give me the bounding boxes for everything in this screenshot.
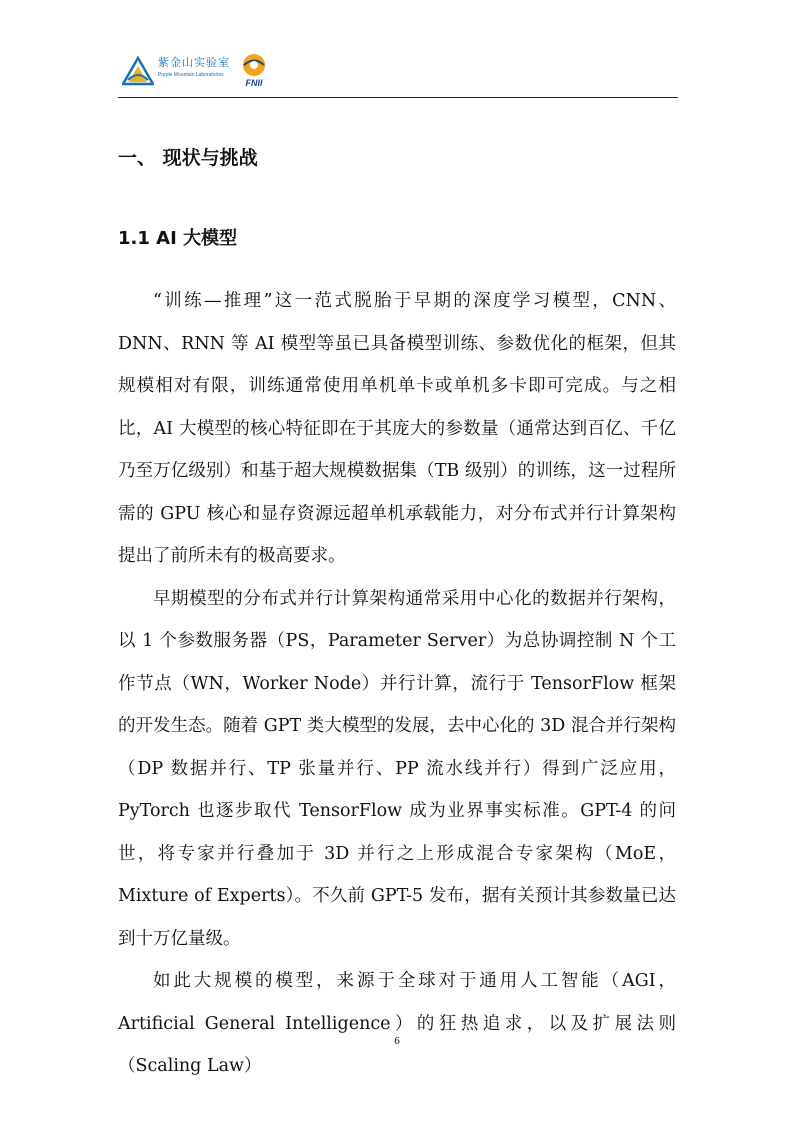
section-heading: 一、 现状与挑战: [118, 147, 258, 169]
paragraph: 早期模型的分布式并行计算架构通常采用中心化的数据并行架构，以 1 个参数服务器（PS，Parameter Server）为总协调控制 N 个工作节点（WN，Worker Node）并行计算，流行于 TensorFlow 框架的开发生态。随着 GPT 类大模型的发展，去中心化的 3D 混合并行架构（DP 数据并行、TP 张量并行、PP 流水线并行）得到广泛应用，PyTorch 也逐步取代 TensorFlow 成为业界事实标准。GPT-4 的问世，将专家并行叠加于 3D 并行之上形成混合专家架构（MoE，Mixture of Experts）。不久前 GPT-5 发布，据有关预计其参数量已达到十万亿量级。: [118, 588, 676, 949]
page-number: 6: [394, 1035, 400, 1047]
body-text: [118, 280, 676, 1088]
paragraph: 如此大规模的模型，来源于全球对于通用人工智能（AGI，Artificial General Intelligence）的狂热追求，以及扩展法则（Scaling Law）: [118, 971, 676, 1076]
header-divider: [118, 97, 678, 98]
logo-text-en: Purple Mountain Laboratories: [158, 72, 224, 78]
fnii-logo-icon: [236, 52, 272, 88]
page-header: [118, 44, 678, 96]
fnii-logo-text: FNII: [245, 78, 263, 88]
paragraph: “训练—推理”这一范式脱胎于早期的深度学习模型，CNN、DNN、RNN 等 AI 模型等虽已具备模型训练、参数优化的框架，但其规模相对有限，训练通常使用单机单卡或单机多卡即可完成。与之相比，AI 大模型的核心特征即在于其庞大的参数量（通常达到百亿、千亿乃至万亿级别）和基于超大规模数据集（TB 级别）的训练，这一过程所需的 GPU 核心和显存资源远超单机承载能力，对分布式并行计算架构提出了前所未有的极高要求。: [118, 291, 676, 566]
subsection-heading: 1.1 AI 大模型: [118, 228, 238, 249]
purple-mountain-logo-icon: [122, 56, 154, 86]
logo-text-cn: 紫金山实验室: [158, 56, 230, 69]
